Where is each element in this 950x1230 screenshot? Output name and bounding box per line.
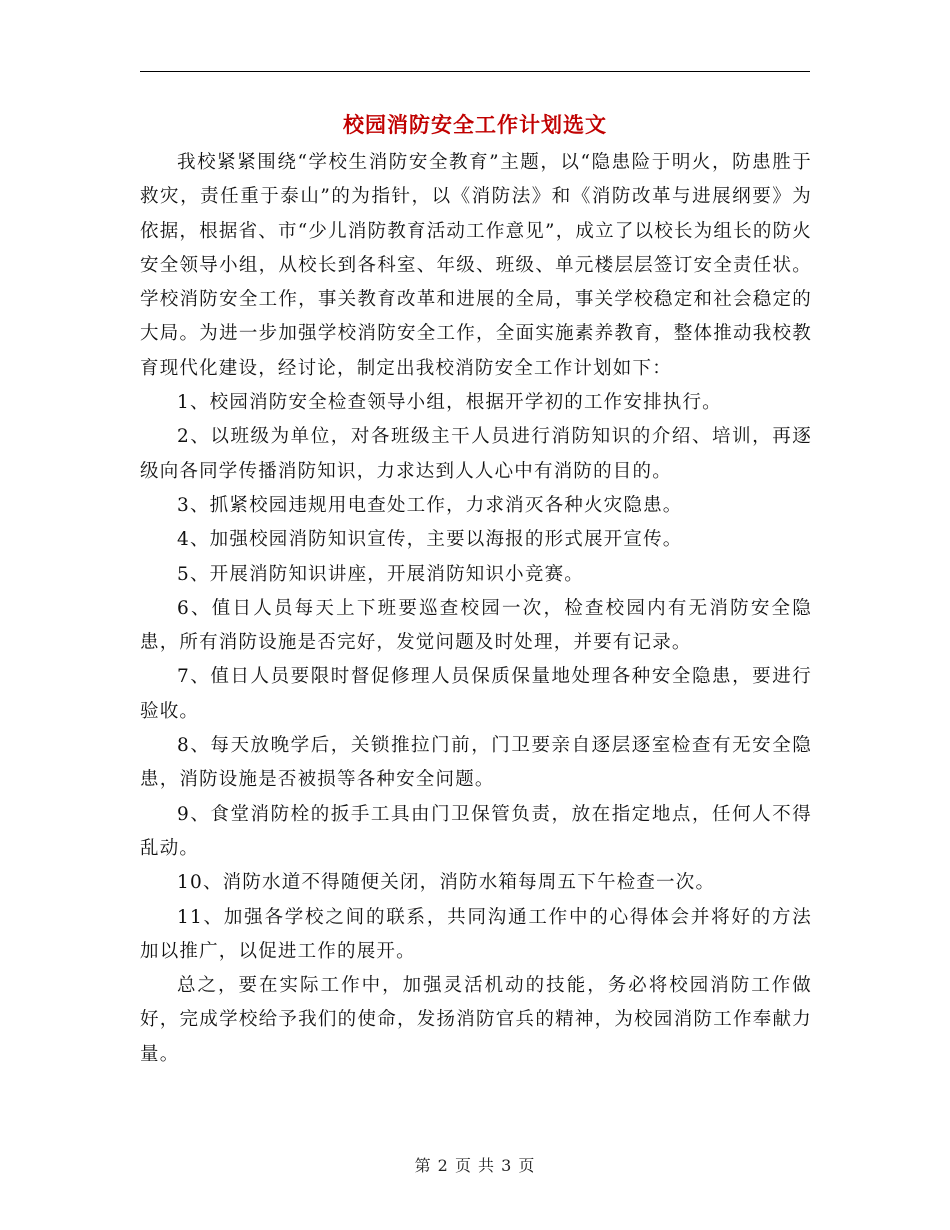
plan-item-2: 2、以班级为单位，对各班级主干人员进行消防知识的介绍、培训，再逐级向各同学传播消防知识，力求达到人人心中有消防的目的。 <box>140 426 812 482</box>
document-title: 校园消防安全工作计划选文 <box>343 112 607 137</box>
plan-item-1: 1、校园消防安全检查领导小组，根据开学初的工作安排执行。 <box>177 392 722 414</box>
intro-paragraph: 我校紧紧围绕“学校生消防安全教育”主题，以“隐患险于明火，防患胜于救灾，责任重于泰山”的为指针，以《消防法》和《消防改革与进展纲要》为依据，根据省、市“少儿消防教育活动工作意见”，成立了以校长为组长的防火安全领导小组，从校长到各科室、年级、班级、单元楼层层签订安全责任状。学校消防安全工作，事关教育改革和进展的全局，事关学校稳定和社会稳定的大局。为进一步加强学校消防安全工作，全面实施素养教育，整体推动我校教育现代化建设，经讨论，制定出我校消防安全工作计划如下： <box>140 152 812 379</box>
plan-item-3: 3、抓紧校园违规用电查处工作，力求消灭各种火灾隐患。 <box>177 494 683 516</box>
plan-item-7: 7、值日人员要限时督促修理人员保质保量地处理各种安全隐患，要进行验收。 <box>140 666 812 722</box>
plan-item-5: 5、开展消防知识讲座，开展消防知识小竞赛。 <box>177 563 584 585</box>
document-body <box>140 146 812 1072</box>
page-number-footer: 第 2 页 共 3 页 <box>414 1156 536 1175</box>
conclusion-paragraph: 总之，要在实际工作中，加强灵活机动的技能，务必将校园消防工作做好，完成学校给予我们的使命，发扬消防官兵的精神，为校园消防工作奉献力量。 <box>140 975 812 1065</box>
plan-item-8: 8、每天放晚学后，关锁推拉门前，门卫要亲自逐层逐室检查有无安全隐患，消防设施是否被损等各种安全问题。 <box>140 735 812 791</box>
plan-item-11: 11、加强各学校之间的联系，共同沟通工作中的心得体会并将好的方法加以推广，以促进工作的展开。 <box>140 906 812 962</box>
plan-item-6: 6、值日人员每天上下班要巡查校园一次，检查校园内有无消防安全隐患，所有消防设施是否完好，发觉问题及时处理，并要有记录。 <box>140 597 812 654</box>
plan-item-10: 10、消防水道不得随便关闭，消防水箱每周五下午检查一次。 <box>177 872 716 894</box>
plan-item-9: 9、食堂消防栓的扳手工具由门卫保管负责，放在指定地点，任何人不得乱动。 <box>140 803 812 859</box>
header-rule <box>140 71 810 72</box>
plan-item-4: 4、加强校园消防知识宣传，主要以海报的形式展开宣传。 <box>177 529 683 551</box>
